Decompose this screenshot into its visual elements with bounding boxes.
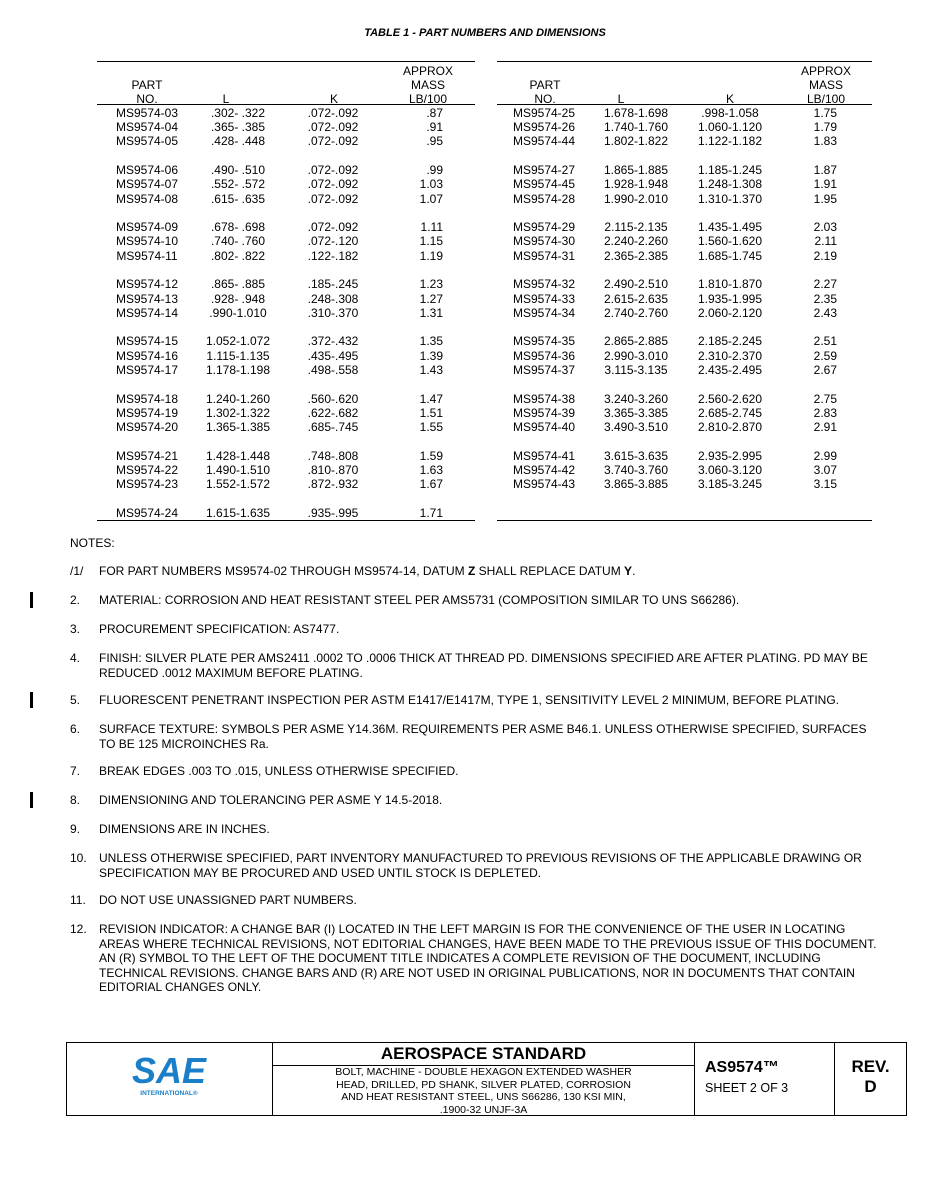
note-number: 10. (70, 851, 87, 865)
l-dimension-cell: .428- .448 (210, 134, 266, 149)
l-dimension-cell: 1.178-1.198 (205, 362, 271, 377)
l-dimension-cell: .490- .510 (210, 163, 266, 178)
table-row (97, 134, 475, 148)
mass-cell: 1.87 (813, 163, 837, 178)
l-dimension-cell: 2.990-3.010 (603, 348, 669, 363)
table-row (97, 106, 475, 120)
note-number: 6. (70, 722, 81, 736)
mass-cell: 2.59 (813, 348, 837, 363)
sae-logo-text: SAE (131, 1050, 207, 1091)
l-dimension-cell: .678- .698 (210, 220, 266, 235)
mass-cell: 1.79 (813, 120, 837, 135)
l-dimension-cell: 2.240-2.260 (603, 234, 669, 249)
mass-cell: 3.07 (813, 462, 837, 477)
mass-cell: 1.55 (419, 419, 443, 434)
note-number: 3. (70, 622, 81, 636)
mass-cell: 1.71 (419, 505, 443, 520)
part-number-cell: MS9574-27 (512, 163, 576, 178)
table-row (497, 249, 872, 263)
l-dimension-cell: 1.240-1.260 (205, 391, 271, 406)
mass-cell: 1.39 (419, 348, 443, 363)
mass-cell: 2.99 (813, 448, 837, 463)
l-dimension-cell: 3.740-3.760 (603, 462, 669, 477)
k-dimension-cell: 1.935-1.995 (697, 291, 763, 306)
mass-cell: 1.51 (419, 405, 443, 420)
note-text: FOR PART NUMBERS MS9574-02 THROUGH MS9574-14, DATUM Z SHALL REPLACE DATUM Y. (99, 564, 636, 578)
table-row (97, 420, 475, 434)
standard-title: AEROSPACE STANDARD (273, 1043, 694, 1066)
mass-cell: 2.19 (813, 248, 837, 263)
l-dimension-cell: 1.052-1.072 (205, 334, 271, 349)
header-part: PART NO. (131, 78, 163, 106)
l-dimension-cell: 1.990-2.010 (603, 191, 669, 206)
part-number-cell: MS9574-33 (512, 291, 576, 306)
part-number-cell: MS9574-40 (512, 419, 576, 434)
k-dimension-cell: .072-.092 (307, 120, 359, 135)
mass-cell: 1.67 (419, 477, 443, 491)
note-number: 2. (70, 593, 81, 607)
table-row (497, 363, 872, 377)
part-number-cell: MS9574-38 (512, 391, 576, 406)
mass-cell: 2.11 (814, 234, 837, 249)
mass-cell: 1.75 (813, 106, 837, 120)
part-number-cell: MS9574-14 (115, 305, 179, 320)
part-number-cell: MS9574-45 (512, 177, 576, 192)
header-mass: APPROX MASS LB/100 (402, 64, 453, 106)
header-l: L (222, 92, 230, 106)
part-number-cell: MS9574-22 (115, 462, 179, 477)
l-dimension-cell: 1.928-1.948 (603, 177, 669, 192)
part-number-cell: MS9574-34 (512, 305, 576, 320)
part-number-cell: MS9574-20 (115, 419, 179, 434)
k-dimension-cell: .072-.092 (307, 106, 359, 120)
mass-cell: 1.63 (419, 462, 443, 477)
table-row (97, 463, 475, 477)
note-text: REVISION INDICATOR: A CHANGE BAR (I) LOCATED IN THE LEFT MARGIN IS FOR THE CONVENIENCE OF THE USER IN LOCATING AREAS WHERE TECHNICAL REVISIONS, NOT EDITORIAL CHANGES, HAVE BEEN MADE TO THE PREVIOUS ISSUE OF THIS DOCUMENT. AN (R) SYMBOL TO THE LEFT OF THE DOCUMENT TITLE INDICATES A COMPLETE REVISION OF THE DOCUMENT, INCLUDING TECHNICAL REVISIONS. CHANGE BARS AND (R) ARE NOT USED IN ORIGINAL PUBLICATIONS, NOR IN DOCUMENTS THAT CONTAIN EDITORIAL CHANGES ONLY. (99, 922, 877, 994)
part-number-cell: MS9574-06 (115, 163, 179, 178)
l-dimension-cell: 3.240-3.260 (603, 391, 669, 406)
note-text: DIMENSIONING AND TOLERANCING PER ASME Y 14.5-2018. (99, 793, 443, 807)
part-number-cell: MS9574-18 (115, 391, 179, 406)
mass-cell: .91 (426, 120, 443, 135)
k-dimension-cell: 2.810-2.870 (697, 419, 763, 434)
table-row (497, 406, 872, 420)
l-dimension-cell: .802- .822 (210, 248, 266, 263)
docnum-cell (695, 1043, 835, 1115)
mass-cell: 2.03 (813, 220, 837, 235)
note-text: DIMENSIONS ARE IN INCHES. (99, 822, 270, 836)
part-number-cell: MS9574-24 (115, 505, 179, 520)
table-row (497, 449, 872, 463)
l-dimension-cell: 1.802-1.822 (603, 134, 669, 149)
change-bar (30, 692, 33, 708)
part-number-cell: MS9574-19 (115, 405, 179, 420)
l-dimension-cell: 2.115-2.135 (604, 220, 668, 235)
note-text: SURFACE TEXTURE: SYMBOLS PER ASME Y14.36M. REQUIREMENTS PER ASME B46.1. UNLESS OTHERWISE SPECIFIED, SURFACES TO BE 125 MICROINCHES Ra. (99, 722, 867, 751)
mass-cell: 1.23 (419, 277, 443, 292)
header-k: K (725, 92, 734, 106)
table-row (97, 406, 475, 420)
k-dimension-cell: 1.435-1.495 (697, 220, 763, 235)
k-dimension-cell: 2.435-2.495 (697, 362, 763, 377)
l-dimension-cell: 2.365-2.385 (603, 248, 669, 263)
table-row (97, 477, 475, 491)
table-row (97, 277, 475, 291)
table-row (497, 420, 872, 434)
l-dimension-cell: .302- .322 (210, 106, 266, 120)
rev-cell (835, 1043, 906, 1115)
k-dimension-cell: .248-.308 (307, 291, 359, 306)
l-dimension-cell: 2.490-2.510 (603, 277, 669, 292)
note-text: DO NOT USE UNASSIGNED PART NUMBERS. (99, 893, 357, 907)
sae-logo (67, 1043, 272, 1115)
table-row (497, 349, 872, 363)
table-row (497, 306, 872, 320)
part-number-cell: MS9574-10 (115, 234, 179, 249)
k-dimension-cell: .685-.745 (307, 419, 359, 434)
mass-cell: 2.91 (813, 419, 837, 434)
note-number: 7. (70, 764, 81, 778)
mass-cell: 3.15 (813, 477, 837, 491)
table-row (497, 163, 872, 177)
table-row (97, 292, 475, 306)
l-dimension-cell: 2.865-2.885 (603, 334, 669, 349)
table-row (497, 477, 872, 491)
notes-label: NOTES: (70, 536, 115, 550)
header-k: K (329, 92, 338, 106)
note-number: 9. (70, 822, 81, 836)
l-dimension-cell: 1.740-1.760 (603, 120, 669, 135)
k-dimension-cell: 1.185-1.245 (697, 163, 763, 178)
table-row (97, 392, 475, 406)
mass-cell: 2.83 (813, 405, 837, 420)
mass-cell: 1.03 (419, 177, 443, 192)
k-dimension-cell: .122-.182 (307, 248, 359, 263)
k-dimension-cell: 2.185-2.245 (697, 334, 763, 349)
part-number-cell: MS9574-17 (115, 362, 179, 377)
part-number-cell: MS9574-42 (512, 462, 576, 477)
l-dimension-cell: 1.115-1.135 (206, 348, 270, 363)
l-dimension-cell: 1.615-1.635 (205, 505, 271, 520)
mass-cell: 1.11 (420, 220, 443, 235)
k-dimension-cell: 2.685-2.745 (697, 405, 763, 420)
part-number-cell: MS9574-21 (115, 448, 179, 463)
l-dimension-cell: 3.865-3.885 (603, 477, 669, 491)
table-row (497, 120, 872, 134)
k-dimension-cell: .310-.370 (307, 305, 359, 320)
k-dimension-cell: .072-.092 (307, 163, 359, 178)
l-dimension-cell: .552- .572 (210, 177, 266, 192)
part-number-cell: MS9574-13 (115, 291, 179, 306)
k-dimension-cell: 2.935-2.995 (697, 448, 763, 463)
table-header (97, 62, 475, 105)
header-part: PART NO. (529, 78, 561, 106)
mass-cell: 1.15 (419, 234, 443, 249)
note-text: BREAK EDGES .003 TO .015, UNLESS OTHERWISE SPECIFIED. (99, 764, 459, 778)
part-number-cell: MS9574-41 (512, 448, 576, 463)
part-number-cell: MS9574-03 (115, 106, 179, 120)
k-dimension-cell: .560-.620 (307, 391, 359, 406)
l-dimension-cell: 3.490-3.510 (603, 419, 669, 434)
mass-cell: 1.35 (419, 334, 443, 349)
part-number-cell: MS9574-39 (512, 405, 576, 420)
change-bar (30, 792, 33, 808)
l-dimension-cell: .615- .635 (210, 191, 266, 206)
part-number-cell: MS9574-32 (512, 277, 576, 292)
l-dimension-cell: 1.490-1.510 (205, 462, 271, 477)
note-number: 8. (70, 793, 81, 807)
k-dimension-cell: 3.185-3.245 (697, 477, 763, 491)
part-number-cell: MS9574-09 (115, 220, 179, 235)
table-row (97, 249, 475, 263)
table-row (97, 349, 475, 363)
parts-table-left (97, 61, 475, 521)
table-row (97, 120, 475, 134)
part-number-cell: MS9574-25 (512, 106, 576, 120)
part-number-cell: MS9574-08 (115, 191, 179, 206)
l-dimension-cell: 1.365-1.385 (205, 419, 271, 434)
mass-cell: 1.59 (419, 448, 443, 463)
mass-cell: 1.47 (419, 391, 443, 406)
sheet-number: SHEET 2 OF 3 (705, 1081, 789, 1095)
table-row (497, 292, 872, 306)
table-row (97, 234, 475, 248)
mass-cell: 1.95 (813, 191, 837, 206)
k-dimension-cell: 1.060-1.120 (697, 120, 763, 135)
part-number-cell: MS9574-05 (115, 134, 179, 149)
table-row (97, 334, 475, 348)
part-number-cell: MS9574-23 (115, 477, 179, 491)
sae-logo-subtext: INTERNATIONAL® (140, 1090, 198, 1097)
note-number: 4. (70, 651, 81, 665)
part-number-cell: MS9574-36 (512, 348, 576, 363)
l-dimension-cell: 1.865-1.885 (603, 163, 669, 178)
k-dimension-cell: 3.060-3.120 (697, 462, 763, 477)
k-dimension-cell: .998-1.058 (701, 106, 759, 120)
header-mass: APPROX MASS LB/100 (800, 64, 851, 106)
table-row (497, 277, 872, 291)
k-dimension-cell: .072-.092 (307, 134, 359, 149)
part-description: BOLT, MACHINE - DOUBLE HEXAGON EXTENDED WASHER HEAD, DRILLED, PD SHANK, SILVER PLATED, CORROSION AND HEAT RESISTANT STEEL, UNS S66286, 130 KSI MIN, .1900-32 UNJF-3A (335, 1066, 632, 1116)
k-dimension-cell: .072-.092 (307, 220, 359, 235)
mass-cell: .99 (426, 163, 443, 178)
part-number-cell: MS9574-35 (512, 334, 576, 349)
table-row (97, 363, 475, 377)
table-row (497, 334, 872, 348)
table-row (497, 177, 872, 191)
table-row (497, 192, 872, 206)
k-dimension-cell: .435-.495 (307, 348, 359, 363)
title-cell (273, 1043, 695, 1115)
logo-cell (67, 1043, 273, 1115)
note-text: MATERIAL: CORROSION AND HEAT RESISTANT STEEL PER AMS5731 (COMPOSITION SIMILAR TO UNS S66286). (99, 593, 740, 607)
table-row (497, 392, 872, 406)
table-row (97, 220, 475, 234)
k-dimension-cell: .622-.682 (307, 405, 359, 420)
part-number-cell: MS9574-11 (116, 248, 178, 263)
table-row (97, 192, 475, 206)
note-text: FLUORESCENT PENETRANT INSPECTION PER ASTM E1417/E1417M, TYPE 1, SENSITIVITY LEVEL 2 MINIMUM, BEFORE PLATING. (99, 693, 839, 707)
part-number-cell: MS9574-12 (115, 277, 179, 292)
table-header (497, 62, 872, 105)
document-number: AS9574™ (705, 1059, 779, 1076)
k-dimension-cell: 2.060-2.120 (697, 305, 763, 320)
table-row (497, 220, 872, 234)
l-dimension-cell: 3.115-3.135 (604, 362, 668, 377)
mass-cell: 1.19 (419, 248, 443, 263)
mass-cell: 2.67 (813, 362, 837, 377)
part-number-cell: MS9574-04 (115, 120, 179, 135)
mass-cell: 2.35 (813, 291, 837, 306)
mass-cell: 1.27 (419, 291, 443, 306)
k-dimension-cell: .072-.092 (307, 177, 359, 192)
part-number-cell: MS9574-16 (115, 348, 179, 363)
k-dimension-cell: .185-.245 (307, 277, 359, 292)
k-dimension-cell: .872-.932 (307, 477, 359, 491)
table-title: TABLE 1 - PART NUMBERS AND DIMENSIONS (364, 27, 606, 39)
part-number-cell: MS9574-43 (512, 477, 576, 491)
change-bar (30, 592, 33, 608)
l-dimension-cell: 1.678-1.698 (603, 106, 669, 120)
l-dimension-cell: .740- .760 (210, 234, 266, 249)
note-text: UNLESS OTHERWISE SPECIFIED, PART INVENTORY MANUFACTURED TO PREVIOUS REVISIONS OF THE APPLICABLE DRAWING OR SPECIFICATION MAY BE PROCURED AND USED UNTIL STOCK IS DEPLETED. (99, 851, 862, 880)
table-row (97, 163, 475, 177)
part-number-cell: MS9574-31 (512, 248, 576, 263)
l-dimension-cell: 2.615-2.635 (603, 291, 669, 306)
l-dimension-cell: 3.365-3.385 (603, 405, 669, 420)
part-number-cell: MS9574-44 (512, 134, 576, 149)
table-row (497, 463, 872, 477)
k-dimension-cell: .810-.870 (307, 462, 359, 477)
mass-cell: 1.91 (813, 177, 837, 192)
l-dimension-cell: 1.552-1.572 (205, 477, 271, 491)
k-dimension-cell: .748-.808 (307, 448, 359, 463)
k-dimension-cell: .498-.558 (307, 362, 359, 377)
table-row (97, 306, 475, 320)
l-dimension-cell: .990-1.010 (209, 305, 267, 320)
mass-cell: 1.43 (419, 362, 443, 377)
mass-cell: .95 (426, 134, 443, 149)
part-number-cell: MS9574-37 (512, 362, 576, 377)
k-dimension-cell: .072-.092 (307, 191, 359, 206)
k-dimension-cell: 2.310-2.370 (697, 348, 763, 363)
l-dimension-cell: .865- .885 (210, 277, 266, 292)
note-number: 12. (70, 922, 87, 936)
mass-cell: 1.83 (813, 134, 837, 149)
l-dimension-cell: 1.428-1.448 (205, 448, 271, 463)
table-row (497, 234, 872, 248)
k-dimension-cell: 1.685-1.745 (697, 248, 763, 263)
l-dimension-cell: 2.740-2.760 (603, 305, 669, 320)
l-dimension-cell: .365- .385 (210, 120, 266, 135)
note-number: /1/ (70, 564, 84, 578)
mass-cell: 2.51 (813, 334, 837, 349)
note-text: PROCUREMENT SPECIFICATION: AS7477. (99, 622, 340, 636)
mass-cell: 1.07 (419, 191, 443, 206)
table-row (97, 449, 475, 463)
part-number-cell: MS9574-26 (512, 120, 576, 135)
k-dimension-cell: 1.310-1.370 (697, 191, 763, 206)
mass-cell: 1.31 (419, 305, 443, 320)
rev-label: REV. (851, 1057, 890, 1076)
l-dimension-cell: 3.615-3.635 (603, 448, 669, 463)
mass-cell: 2.27 (813, 277, 837, 292)
mass-cell: 2.75 (813, 391, 837, 406)
k-dimension-cell: 1.248-1.308 (697, 177, 763, 192)
note-text: FINISH: SILVER PLATE PER AMS2411 .0002 TO .0006 THICK AT THREAD PD. DIMENSIONS SPECIFIED ARE AFTER PLATING. PD MAY BE REDUCED .0012 MAXIMUM BEFORE PLATING. (99, 651, 868, 680)
parts-table-right (497, 61, 872, 521)
k-dimension-cell: .372-.432 (307, 334, 359, 349)
k-dimension-cell: .072-.120 (307, 234, 359, 249)
table-row (97, 177, 475, 191)
header-l: L (617, 92, 625, 106)
note-number: 11. (70, 893, 86, 907)
part-number-cell: MS9574-28 (512, 191, 576, 206)
k-dimension-cell: 1.810-1.870 (697, 277, 763, 292)
rev-value: D (864, 1077, 877, 1096)
table-row (497, 106, 872, 120)
part-number-cell: MS9574-30 (512, 234, 576, 249)
part-number-cell: MS9574-29 (512, 220, 576, 235)
k-dimension-cell: 1.122-1.182 (697, 134, 763, 149)
l-dimension-cell: 1.302-1.322 (205, 405, 271, 420)
k-dimension-cell: 1.560-1.620 (697, 234, 763, 249)
note-number: 5. (70, 693, 81, 707)
k-dimension-cell: 2.560-2.620 (697, 391, 763, 406)
part-number-cell: MS9574-15 (115, 334, 179, 349)
title-block (66, 1042, 907, 1116)
table-row (97, 506, 475, 520)
part-number-cell: MS9574-07 (115, 177, 179, 192)
l-dimension-cell: .928- .948 (210, 291, 266, 306)
mass-cell: .87 (426, 106, 443, 120)
k-dimension-cell: .935-.995 (307, 505, 359, 520)
mass-cell: 2.43 (813, 305, 837, 320)
table-row (497, 134, 872, 148)
